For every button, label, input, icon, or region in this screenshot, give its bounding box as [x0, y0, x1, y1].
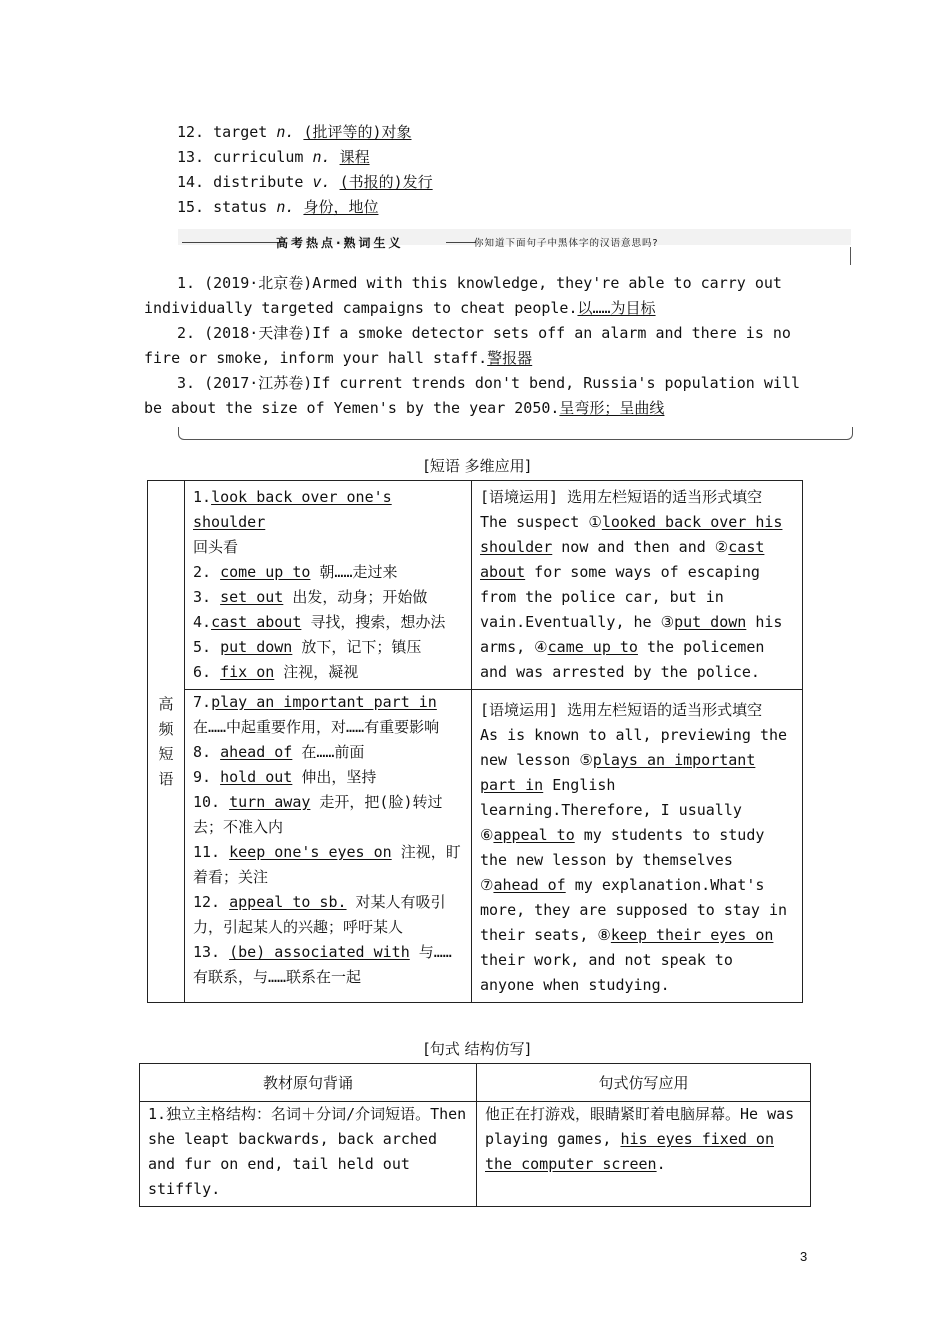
original-sentence-cell: 1.独立主格结构：名词＋分词/介词短语。Then she leapt backwards, back arched and fur on end, tail held out stiffly.	[140, 1102, 477, 1207]
section-bracket	[178, 427, 853, 440]
vocab-item-13: 13. curriculum n. 课程	[177, 148, 370, 166]
context-cell-1	[472, 481, 803, 690]
banner-bracket-edge	[850, 247, 851, 265]
phrase-answer: appeal to sb.	[229, 893, 347, 911]
hot-answer: 警报器	[487, 349, 533, 367]
phrase-item: 13. (be) associated with 与……有联系，与……联系在一起	[193, 943, 452, 986]
phrase-item: 9. hold out 伸出，坚持	[193, 768, 377, 786]
vocab-answer: 课程	[339, 148, 370, 166]
phrase-meaning: 在……中起重要作用，对……有重要影响	[193, 718, 440, 736]
passage-text: As is known to all, previewing the new lesson	[480, 726, 788, 769]
phrase-item: 7.play an important part in 在……中起重要作用，对……有重要影响	[193, 693, 440, 736]
phrase-answer: (be) associated with	[229, 943, 410, 961]
hot-answer: 呈弯形；呈曲线	[559, 399, 665, 417]
phrase-meaning: 放下，记下；镇压	[292, 638, 422, 656]
phrases-table	[147, 480, 803, 1003]
phrase-answer: set out	[220, 588, 284, 606]
passage-text: for some ways of escaping from the police car, but in vain.Eventually, he ③	[480, 563, 760, 631]
banner-hint: 你知道下面句子中黑体字的汉语意思吗?	[474, 238, 659, 249]
phrase-answer: come up to	[220, 563, 311, 581]
passage-text: the policemen and was arrested by the police.	[480, 638, 765, 681]
banner-label: 高考热点·熟词生义	[276, 236, 404, 250]
context-cell-2	[472, 690, 803, 1003]
context-passage	[480, 723, 794, 998]
phrase-item: 2. come up to 朝……走过来	[193, 563, 398, 581]
vocab-answer: (书报的)发行	[339, 173, 433, 191]
passage-text: his arms, ④	[480, 613, 783, 656]
phrases-group-1	[185, 481, 472, 690]
hot-sentence: 2. (2018·天津卷)If a smoke detector sets off an alarm and there is no fire or smoke, inform your hall staff.警报器	[144, 324, 791, 367]
phrase-answer: put down	[220, 638, 293, 656]
blank-answer: came up to	[547, 638, 638, 656]
phrases-group-2	[185, 690, 472, 1003]
phrase-answer: cast about	[211, 613, 302, 631]
vocab-answer: (批评等的)对象	[303, 123, 412, 141]
passage-text: my students to study the new lesson by themselves ⑦	[480, 826, 765, 894]
phrase-meaning: 对某人有吸引力，引起某人的兴趣；呼吁某人	[193, 893, 446, 936]
phrase-meaning: 寻找，搜索，想办法	[301, 613, 446, 631]
phrase-meaning: 走开，把(脸)转过去；不准入内	[193, 793, 443, 836]
vocab-item-14: 14. distribute v. (书报的)发行	[177, 173, 433, 191]
phrase-answer: keep one's eyes on	[229, 843, 392, 861]
blank-answer: plays an important part in	[480, 751, 756, 794]
phrase-meaning: 在……前面	[292, 743, 365, 761]
sentence-table	[139, 1063, 811, 1207]
blank-answer: put down	[674, 613, 747, 631]
phrase-answer: play an important part in	[211, 693, 437, 711]
column-header: 句式仿写应用	[477, 1064, 811, 1102]
passage-text: their work, and not speak to anyone when studying.	[480, 951, 733, 994]
context-instruction: [语境运用] 选用左栏短语的适当形式填空	[480, 488, 763, 506]
phrase-item: 12. appeal to sb. 对某人有吸引力，引起某人的兴趣；呼吁某人	[193, 893, 446, 936]
vocab-item-15: 15. status n. 身份，地位	[177, 198, 379, 216]
phrase-item: 1.look back over one's shoulder 回头看	[193, 485, 463, 560]
sentence-heading: [句式 结构仿写]	[424, 1040, 531, 1058]
passage-text: ⑥	[480, 826, 494, 844]
vocab-item-12: 12. target n. (批评等的)对象	[177, 123, 412, 141]
phrase-answer: ahead of	[220, 743, 293, 761]
imitation-cell: 他正在打游戏，眼睛紧盯着电脑屏幕。He was playing games, his eyes fixed on the computer screen.	[477, 1102, 811, 1207]
phrase-item: 8. ahead of 在……前面	[193, 743, 365, 761]
vocab-list	[177, 120, 433, 220]
passage-text: English learning.Therefore, I usually	[480, 776, 742, 819]
phrase-meaning: 伸出，坚持	[292, 768, 377, 786]
hot-answer: 以……为目标	[577, 299, 656, 317]
passage-text: my explanation.What's more, they are supposed to stay in their seats,	[480, 876, 788, 944]
phrase-item: 11. keep one's eyes on 注视，盯着看；关注	[193, 843, 461, 886]
hot-sentences	[144, 271, 824, 421]
context-passage	[480, 510, 794, 685]
phrases-heading: [短语 多维应用]	[424, 457, 531, 475]
blank-answer: cast about	[480, 538, 765, 581]
imitation-answer: his eyes fixed on the computer screen	[485, 1130, 774, 1173]
phrase-meaning: 回头看	[193, 538, 239, 556]
hot-sentence: 3. (2017·江苏卷)If current trends don't bend, Russia's population will be about the size of Yemen's by the year 2050.呈弯形；呈曲线	[144, 374, 800, 417]
hot-topic-banner	[178, 229, 851, 265]
phrases-side-label	[148, 481, 185, 1003]
banner-rule	[446, 242, 476, 243]
blank-answer: looked back over his shoulder	[480, 513, 783, 556]
phrase-item: 3. set out 出发，动身；开始做	[193, 588, 428, 606]
hot-sentence: 1. (2019·北京卷)Armed with this knowledge, they're able to carry out individually targeted campaigns to cheat people.以……为目标	[144, 274, 782, 317]
phrase-meaning: 与……有联系，与……联系在一起	[193, 943, 452, 986]
phrase-item: 4.cast about 寻找，搜索，想办法	[193, 613, 446, 631]
passage-text: now and then and ②	[552, 538, 729, 556]
phrase-meaning: 注视，凝视	[274, 663, 359, 681]
side-label-text: 高频短语	[158, 694, 174, 788]
phrase-item: 10. turn away 走开，把(脸)转过去；不准入内	[193, 793, 443, 836]
page-number: 3	[800, 1249, 808, 1264]
passage-text: ⑤	[579, 751, 593, 769]
blank-answer: ahead of	[493, 876, 566, 894]
column-header: 教材原句背诵	[140, 1064, 477, 1102]
phrase-answer: turn away	[229, 793, 311, 811]
phrase-meaning: 朝……走过来	[310, 563, 398, 581]
phrase-meaning: 出发，动身；开始做	[283, 588, 428, 606]
passage-text: The suspect	[480, 513, 589, 531]
phrase-answer: hold out	[220, 768, 293, 786]
banner-rule	[182, 242, 282, 243]
blank-answer: keep their eyes on	[610, 926, 774, 944]
phrase-item: 5. put down 放下，记下；镇压	[193, 638, 422, 656]
passage-text: ⑧	[597, 926, 611, 944]
phrase-answer: fix on	[220, 663, 275, 681]
blank-answer: appeal to	[493, 826, 575, 844]
phrase-meaning: 注视，盯着看；关注	[193, 843, 461, 886]
phrase-answer: look back over one's shoulder	[193, 488, 392, 531]
phrase-item: 6. fix on 注视，凝视	[193, 663, 359, 681]
passage-text: ①	[588, 513, 602, 531]
context-instruction: [语境运用] 选用左栏短语的适当形式填空	[480, 701, 763, 719]
vocab-answer: 身份，地位	[303, 198, 379, 216]
